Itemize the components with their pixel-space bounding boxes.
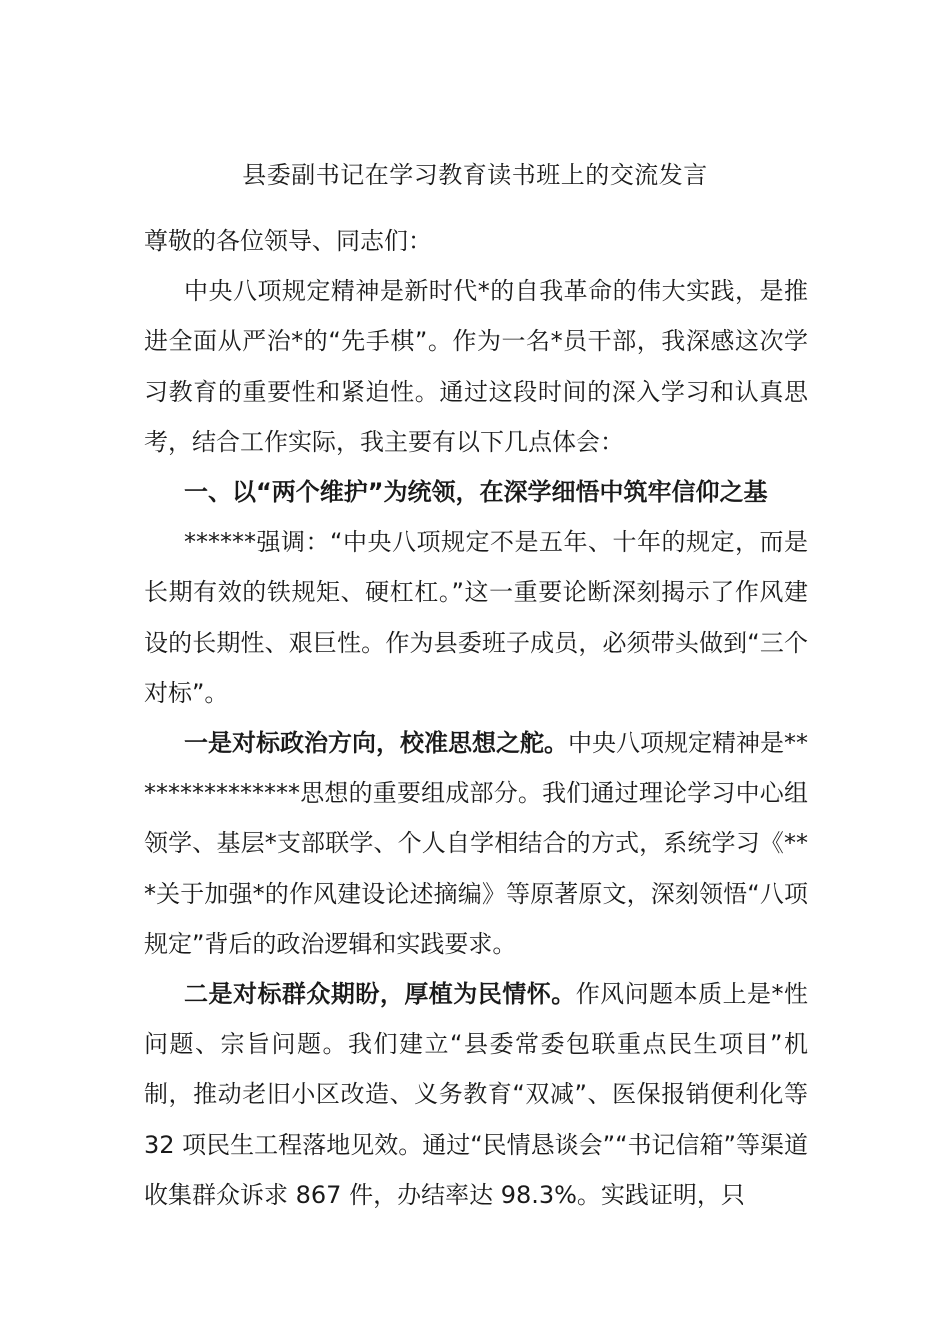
point-1-body: 中央八项规定精神是***************思想的重要组成部分。我们通过理论学习中心组领学、基层*支部联学、个人自学相结合的方式，系统学习《***关于加强*的作风建设论述摘编》等原著原文，深刻领悟“八项规定”背后的政治逻辑和实践要求。 <box>144 729 808 958</box>
point-1-lead: 一是对标政治方向，校准思想之舵。 <box>184 729 568 758</box>
paragraph-intro: 中央八项规定精神是新时代*的自我革命的伟大实践，是推进全面从严治*的“先手棋”。作为一名*员干部，我深感这次学习教育的重要性和紧迫性。通过这段时间的深入学习和认真思考，结合工作实际，我主要有以下几点体会： <box>144 277 808 456</box>
document-title: 县委副书记在学习教育读书班上的交流发言 <box>242 161 708 189</box>
salutation: 尊敬的各位领导、同志们： <box>144 227 432 255</box>
section-heading-1: 一、以“两个维护”为统领，在深学细悟中筑牢信仰之基 <box>184 478 768 507</box>
point-2-body: 作风问题本质上是*性问题、宗旨问题。我们建立“县委常委包联重点民生项目”机制，推动老旧小区改造、义务教育“双减”、医保报销便利化等 32 项民生工程落地见效。通过“民情恳谈会”“书记信箱”等渠道收集群众诉求 867 件，办结率达 98.3%。实践证明，只 <box>144 980 809 1209</box>
paragraph-point-2 <box>144 969 808 1220</box>
paragraph-point-1 <box>144 718 808 969</box>
document-body <box>144 216 808 1220</box>
point-2-lead: 二是对标群众期盼，厚植为民情怀。 <box>184 980 576 1009</box>
paragraph-quote: ******强调：“中央八项规定不是五年、十年的规定，而是长期有效的铁规矩、硬杠杠。”这一重要论断深刻揭示了作风建设的长期性、艰巨性。作为县委班子成员，必须带头做到“三个对标”。 <box>144 528 808 707</box>
